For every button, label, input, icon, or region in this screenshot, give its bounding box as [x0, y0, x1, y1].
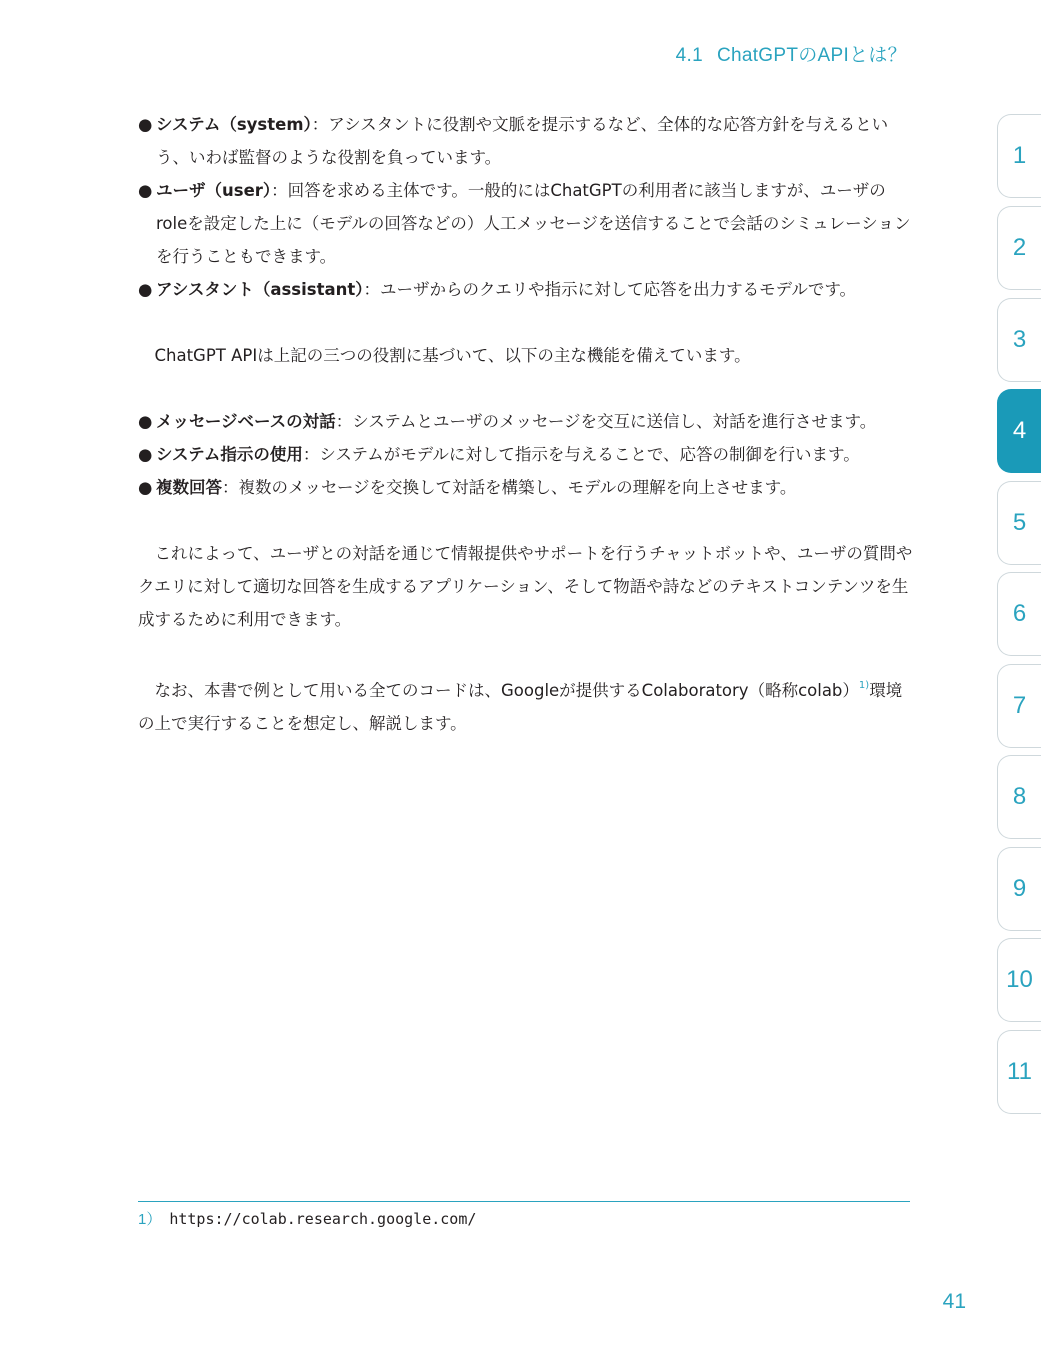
- chapter-tab-10[interactable]: 10: [997, 938, 1041, 1022]
- chapter-tab-4[interactable]: 4: [997, 389, 1041, 473]
- page-number: 41: [942, 1290, 966, 1313]
- role-description: 回答を求める主体です。一般的にはChatGPTの利用者に該当しますが、ユーザのroleを設定した上に（モデルの回答などの）人工メッセージを送信することで会話のシミュレーションを行うこともできます。: [156, 181, 911, 266]
- running-header: [676, 40, 907, 67]
- section-number: 4.1: [675, 45, 703, 66]
- usage-paragraph: これによって、ユーザとの対話を通じて情報提供やサポートを行うチャットボットや、ユーザの質問やクエリに対して適切な回答を生成するアプリケーション、そして物語や詩などのテキストコンテンツを生成するために利用できます。: [138, 544, 913, 629]
- list-item: ● 複数回答：複数のメッセージを交換して対話を構築し、モデルの理解を向上させます。: [138, 471, 913, 504]
- chapter-tab-5[interactable]: 5: [997, 481, 1041, 565]
- chapter-tab-2[interactable]: 2: [997, 206, 1041, 290]
- bullet-icon: ●: [138, 412, 153, 431]
- footnote-ref[interactable]: 1): [858, 680, 870, 691]
- feature-term: システム指示の使用: [156, 445, 303, 464]
- feature-description: システムとユーザのメッセージを交互に送信し、対話を進行させます。: [352, 412, 877, 431]
- list-item: ● アシスタント（assistant）：ユーザからのクエリや指示に対して応答を出力するモデルです。: [138, 273, 913, 306]
- chapter-tab-3[interactable]: 3: [997, 298, 1041, 382]
- footnote: [138, 1208, 476, 1229]
- list-item: ● ユーザ（user）：回答を求める主体です。一般的にはChatGPTの利用者に該当しますが、ユーザのroleを設定した上に（モデルの回答などの）人工メッセージを送信することで会話のシミュレーションを行うこともできます。: [138, 174, 913, 273]
- role-description: ユーザからのクエリや指示に対して応答を出力するモデルです。: [380, 280, 857, 299]
- feature-term: 複数回答: [156, 478, 222, 497]
- colab-paragraph: なお、本書で例として用いる全てのコードは、Googleが提供するColaboratory（略称colab）$^{1)}$環境の上で実行することを想定し、解説します。: [138, 680, 903, 733]
- footnote-url-link[interactable]: https://colab.research.google.com/: [169, 1210, 477, 1228]
- features-list: [138, 405, 913, 504]
- chapter-tab-7[interactable]: 7: [997, 664, 1041, 748]
- list-item: ● システム指示の使用：システムがモデルに対して指示を与えることで、応答の制御を行います。: [138, 438, 913, 471]
- section-title: ChatGPTのAPIとは？: [716, 45, 907, 66]
- bullet-icon: ●: [138, 280, 153, 299]
- bullet-icon: ●: [138, 478, 153, 497]
- chapter-tab-9[interactable]: 9: [997, 847, 1041, 931]
- feature-term: メッセージベースの対話: [156, 412, 336, 431]
- role-term: ユーザ（user）: [156, 181, 272, 200]
- bullet-icon: ●: [138, 115, 153, 134]
- footnote-number: 1）: [138, 1211, 162, 1228]
- footnote-divider: [138, 1201, 910, 1202]
- role-term: アシスタント（assistant）: [156, 280, 364, 299]
- list-item: ● メッセージベースの対話：システムとユーザのメッセージを交互に送信し、対話を進行させます。: [138, 405, 913, 438]
- feature-description: システムがモデルに対して指示を与えることで、応答の制御を行います。: [319, 445, 860, 464]
- chapter-tab-1[interactable]: 1: [997, 114, 1041, 198]
- chapter-tab-11[interactable]: 11: [997, 1030, 1041, 1114]
- bullet-icon: ●: [138, 181, 153, 200]
- chapter-tab-8[interactable]: 8: [997, 755, 1041, 839]
- role-description: アシスタントに役割や文脈を提示するなど、全体的な応答方針を与えるという、いわば監督のような役割を負っています。: [156, 115, 889, 167]
- intro-paragraph: ChatGPT APIは上記の三つの役割に基づいて、以下の主な機能を備えています。: [154, 346, 751, 365]
- main-content: [138, 108, 913, 740]
- role-term: システム（system）: [156, 115, 312, 134]
- roles-list: [138, 108, 913, 306]
- chapter-tab-6[interactable]: 6: [997, 572, 1041, 656]
- list-item: ● システム（system）：アシスタントに役割や文脈を提示するなど、全体的な応答方針を与えるという、いわば監督のような役割を負っています。: [138, 108, 913, 174]
- feature-description: 複数のメッセージを交換して対話を構築し、モデルの理解を向上させます。: [238, 478, 797, 497]
- bullet-icon: ●: [138, 445, 153, 464]
